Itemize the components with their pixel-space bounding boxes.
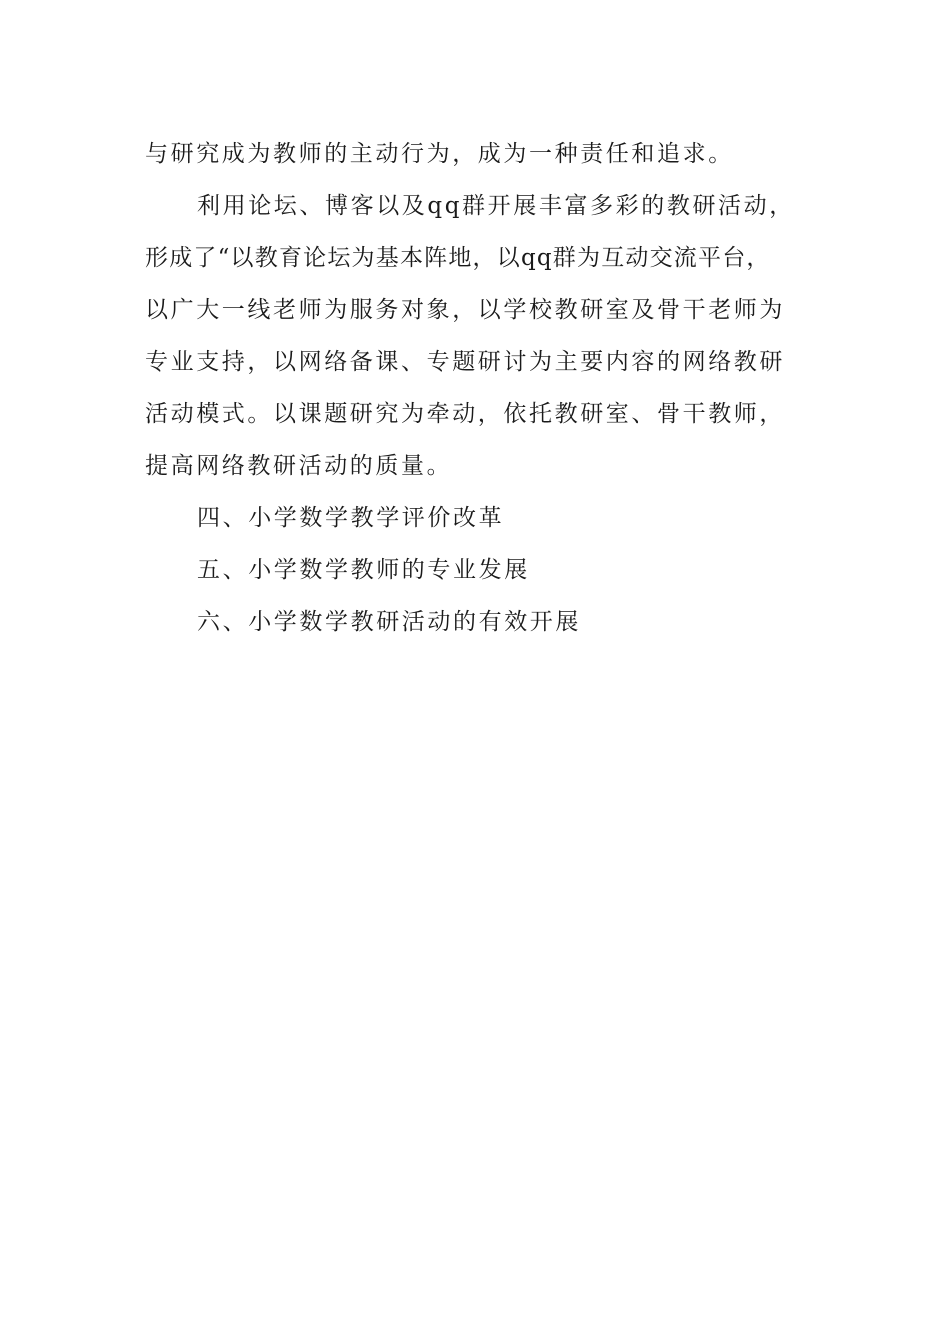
paragraph-line: 以广大一线老师为服务对象，以学校教研室及骨干老师为 [145,297,785,323]
paragraph-line: 提高网络教研活动的质量。 [145,453,453,479]
section-heading-6: 六、小学数学教研活动的有效开展 [197,609,581,635]
paragraph-continued [145,128,835,180]
section-heading-5: 五、小学数学教师的专业发展 [197,557,530,583]
document-body [145,128,835,648]
section-heading-4: 四、小学数学教学评价改革 [197,505,505,531]
paragraph-line: 形成了“以教育论坛为基本阵地，以qq群为互动交流平台， [145,245,771,271]
paragraph-network-research [145,180,835,492]
paragraph-line: 专业支持，以网络备课、专题研讨为主要内容的网络教研 [145,349,785,375]
paragraph-line: 利用论坛、博客以及qq群开展丰富多彩的教研活动， [197,193,795,219]
paragraph-line: 与研究成为教师的主动行为，成为一种责任和追求。 [145,141,734,167]
paragraph-line: 活动模式。以课题研究为牵动，依托教研室、骨干教师， [145,401,785,427]
